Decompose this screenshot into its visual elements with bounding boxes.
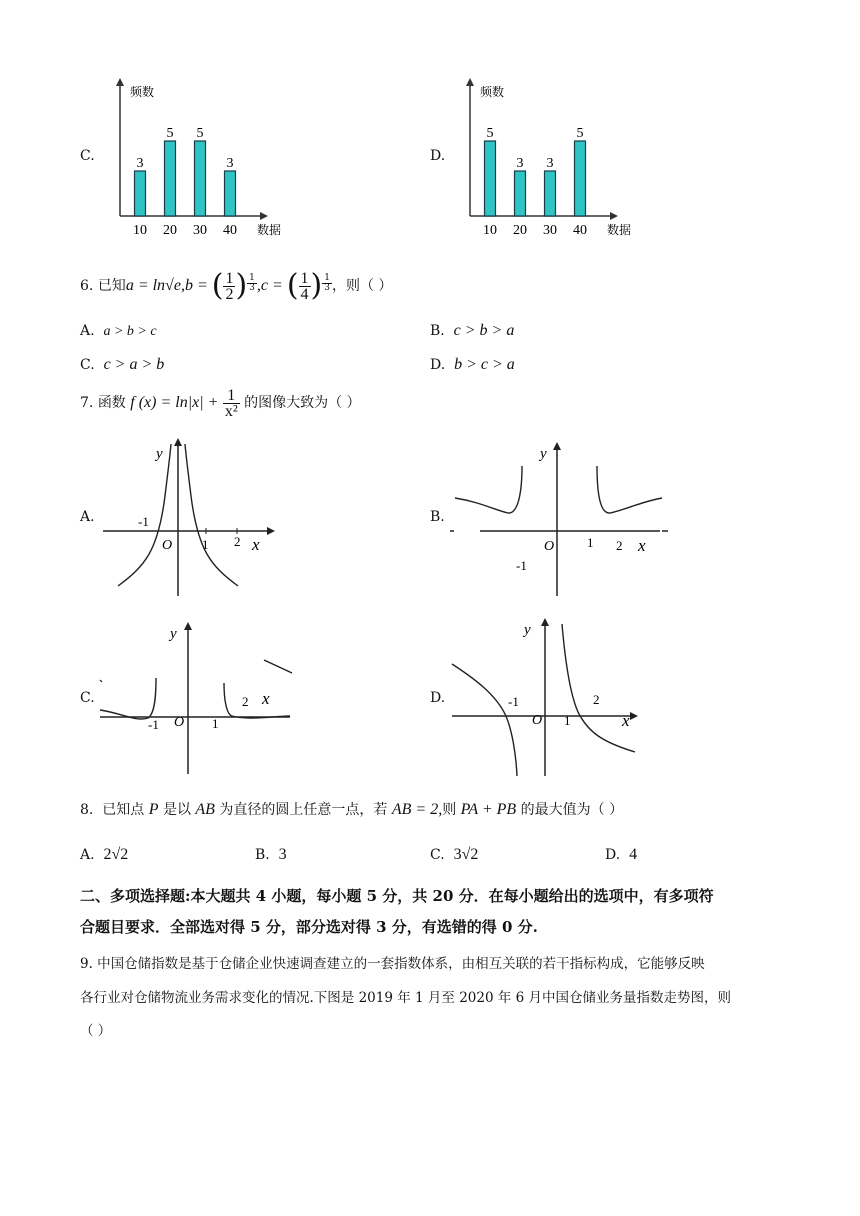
q7-label-c: C. [80, 690, 95, 706]
y-axis-arrow [466, 78, 474, 86]
q6-c-var: c [260, 277, 269, 294]
q8-stem [80, 800, 623, 820]
y-axis-label: y [170, 626, 177, 642]
q7-label-d: D. [430, 690, 446, 706]
q6-pre: 已知 [97, 278, 126, 294]
q8-text-2: 是以 [162, 802, 191, 818]
bar-10 [485, 141, 496, 216]
origin-label: O [544, 539, 555, 554]
q9-line1: 9. 中国仓储指数是基于仓储企业快速调查建立的一套指数体系，由相互关联的若干指标构成，它能够反映 [80, 956, 705, 972]
option-label: B. [255, 847, 270, 863]
curve-left [455, 466, 522, 513]
curve-right [597, 466, 662, 513]
x-axis-label: 数据 [257, 223, 282, 237]
q5-chart-d [450, 76, 650, 244]
bar-40 [575, 141, 586, 216]
tick-1: 1 [564, 713, 571, 728]
bar-20 [165, 141, 176, 216]
q8-text-3: 为直径的圆上任意一点，若 [219, 802, 388, 818]
q6-option-b [430, 321, 514, 341]
x-tick-label: 20 [513, 223, 527, 238]
q7-graph-a [100, 436, 275, 598]
option-label: A. [80, 847, 95, 863]
option-label: C. [80, 357, 95, 373]
tick-1: 1 [202, 537, 209, 552]
bar-10 [135, 171, 146, 216]
bar-20 [515, 171, 526, 216]
tick-1: 1 [587, 535, 594, 550]
y-axis-label: y [156, 446, 163, 462]
x-tick-label: 10 [483, 223, 497, 238]
curve-right [224, 683, 290, 718]
bar-30 [195, 141, 206, 216]
q7-label-a: A. [80, 509, 95, 525]
x-axis-label: 数据 [607, 223, 632, 237]
bar-40 [225, 171, 236, 216]
x-tick-label: 30 [543, 223, 557, 238]
q6-option-c [80, 355, 164, 375]
section2-line2: 合题目要求．全部选对得 5 分，部分选对得 3 分，有选错的得 0 分. [80, 918, 538, 936]
option-label: A. [80, 323, 95, 339]
q8-option-a [80, 845, 128, 865]
q8-text-5: 的最大值为（ ） [520, 802, 624, 818]
option-text: c > a > b [103, 356, 165, 373]
option-label: D. [430, 357, 446, 373]
q8-condition: AB = 2, [391, 801, 443, 818]
q6-quarter-frac: $\frac{1}{4}$ [300, 269, 309, 303]
y-axis-label: 频数 [130, 85, 155, 99]
q8-text-1: 已知点 [102, 802, 145, 818]
q5-chart-c [100, 76, 300, 244]
bar-value-label: 5 [576, 126, 584, 141]
q6-number: 6. [80, 278, 94, 294]
bar-value-label: 3 [516, 156, 524, 171]
curve-right [562, 624, 635, 752]
q7-frac: $\frac{1}{\text{x²}}$ [224, 386, 238, 420]
q7-pre: 函数 [97, 395, 126, 411]
q9-line2: 各行业对仓储物流业务需求变化的情况.下图是 2019 年 1 月至 2020 年 6 月中国仓储业务量指数走势图，则 [80, 990, 732, 1006]
bar-value-label: 3 [226, 156, 234, 171]
tick-2: 2 [234, 534, 241, 549]
q5-option-c-label: C. [80, 148, 95, 164]
section2-line1: 二、多项选择题:本大题共 4 小题，每小题 5 分，共 20 分．在每小题给出的选项中，有多项符 [80, 887, 714, 905]
curve-right [185, 444, 238, 586]
option-label: B. [430, 323, 445, 339]
q8-option-c [430, 845, 478, 865]
q6-option-d [430, 355, 515, 375]
curve-left [100, 678, 156, 719]
q8-p: P [148, 801, 159, 818]
option-text: a > b > c [103, 324, 157, 339]
option-text: 3 [278, 846, 287, 863]
q6-exp-1: 1 3 [249, 272, 255, 293]
bar-value-label: 5 [486, 126, 494, 141]
q7-label-b: B. [430, 509, 445, 525]
tick-2: 2 [593, 692, 600, 707]
q5-option-d-label: D. [430, 148, 446, 164]
x-axis-label: x [622, 711, 630, 730]
q7-post: 的图像大致为（ ） [244, 395, 361, 411]
x-axis-arrow [610, 212, 618, 220]
option-text: 3√2 [453, 846, 479, 863]
tick-1: 1 [212, 716, 219, 731]
x-tick-label: 10 [133, 223, 147, 238]
y-axis-label: y [540, 446, 547, 462]
tick-neg1: -1 [138, 514, 149, 529]
q7-graph-b [450, 438, 670, 598]
option-text: 4 [629, 846, 638, 863]
x-axis-label: x [252, 535, 260, 554]
origin-label: O [162, 538, 173, 553]
q8-option-d [605, 845, 637, 865]
q6-b-var: b [184, 277, 193, 294]
q8-option-b [255, 845, 287, 865]
bar-value-label: 5 [166, 126, 174, 141]
x-tick-label: 20 [163, 223, 177, 238]
curve-far [264, 660, 292, 673]
x-axis-arrow [260, 212, 268, 220]
tick-2: 2 [242, 694, 249, 709]
q7-number: 7. [80, 395, 94, 411]
origin-label: O [174, 715, 185, 730]
origin-label: O [532, 713, 543, 728]
q7-graph-c [96, 618, 296, 778]
q8-text-4: 则 [442, 802, 457, 818]
option-text: 2√2 [103, 846, 129, 863]
bar-value-label: 5 [196, 126, 204, 141]
q6-a-def: a = ln√e [125, 277, 181, 294]
option-label: C. [430, 847, 445, 863]
q7-stem [80, 383, 361, 423]
y-axis-arrow [116, 78, 124, 86]
q6-stem: 6. 已知 a = ln√e , b = ( $\frac{1}{2}$ ) $^{\frac{1}{3}}$ , c = ( $\frac{1}{4}$ ) $^{\frac{1}{3}}$ ，则（ ） [80, 268, 393, 303]
option-text: c > b > a [453, 322, 515, 339]
tick-neg1: -1 [508, 694, 519, 709]
q8-number: 8. [80, 802, 94, 818]
q6-post: ，则（ ） [331, 278, 393, 294]
option-text: b > c > a [454, 356, 515, 373]
x-axis-label: x [638, 536, 646, 555]
q6-half-frac: $\frac{1}{2}$ [225, 269, 234, 303]
y-axis-label: y [524, 622, 531, 638]
y-axis-label: 频数 [480, 85, 505, 99]
q8-expression: PA + PB [460, 801, 517, 818]
bar-value-label: 3 [136, 156, 144, 171]
q7-graph-d [450, 614, 650, 778]
option-label: D. [605, 847, 621, 863]
x-tick-label: 40 [223, 223, 237, 238]
tick-neg1: -1 [148, 717, 159, 732]
tick-neg1: -1 [516, 558, 527, 573]
x-tick-label: 40 [573, 223, 587, 238]
x-axis-label: x [262, 689, 270, 708]
q6-option-a [80, 321, 157, 342]
q7-function: f (x) = ln|x| + [130, 394, 219, 411]
bar-value-label: 3 [546, 156, 554, 171]
curve-left [452, 664, 517, 776]
q6-exp-2: 1 3 [324, 272, 330, 293]
x-tick-label: 30 [193, 223, 207, 238]
bar-30 [545, 171, 556, 216]
q8-ab: AB [195, 801, 215, 818]
q9-line3: （ ） [80, 1023, 112, 1039]
tick-2: 2 [616, 538, 623, 553]
